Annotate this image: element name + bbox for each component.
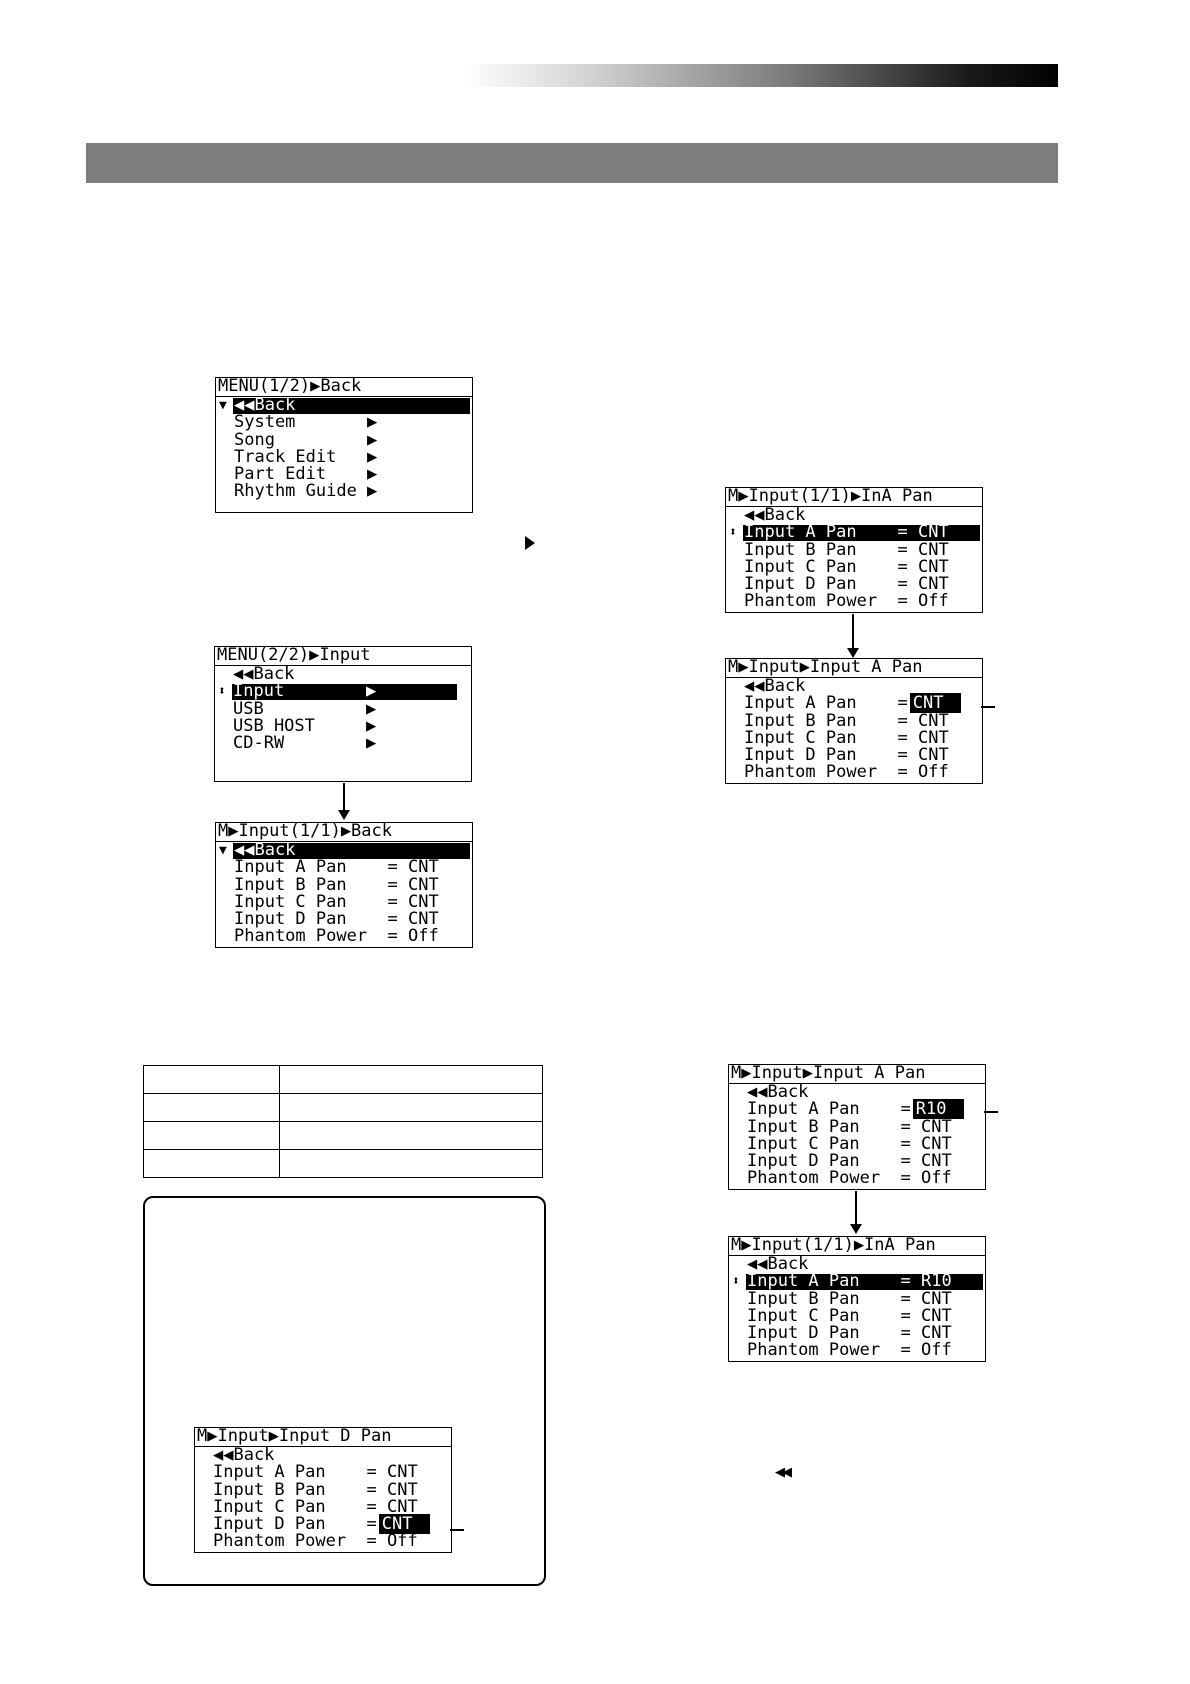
- menu-item-rhythm-guide[interactable]: Rhythm Guide ▶: [234, 481, 378, 502]
- menu-item-back[interactable]: ◀◀Back: [213, 1445, 275, 1465]
- table-row: [144, 1094, 543, 1122]
- menu-item-back[interactable]: ◀◀Back: [744, 505, 806, 525]
- param-input-d-pan[interactable]: Input D Pan = CNT: [234, 909, 439, 930]
- menu-item-cd-rw[interactable]: CD-RW ▶: [233, 733, 377, 754]
- param-phantom-power[interactable]: Phantom Power = Off: [234, 926, 439, 947]
- scroll-updown-icon: ⬍: [218, 684, 226, 700]
- param-input-c-pan[interactable]: Input C Pan = CNT: [747, 1133, 952, 1154]
- lcd-input-a-pan-edit: [725, 658, 983, 784]
- lcd-title: M▶Input(1/1)▶InA Pan: [729, 1237, 985, 1256]
- menu-item-back[interactable]: ▼ ◀◀Back: [216, 842, 472, 859]
- lcd-title: M▶Input(1/1)▶InA Pan: [726, 488, 982, 507]
- scroll-down-icon: ▼: [219, 398, 227, 413]
- pan-value-field[interactable]: CNT: [379, 1514, 431, 1534]
- table-row: [144, 1066, 543, 1094]
- callout-line: [981, 706, 995, 708]
- param-input-c-pan[interactable]: Input C Pan = CNT: [747, 1305, 952, 1326]
- section-heading-band: [86, 143, 1058, 183]
- param-input-a-pan[interactable]: ⬍ Input A Pan = R10: [729, 1273, 985, 1290]
- param-input-a-pan[interactable]: Input A Pan = CNT: [234, 857, 439, 878]
- param-input-b-pan[interactable]: Input B Pan = CNT: [213, 1479, 418, 1500]
- menu-item-input[interactable]: ⬍ Input ▶: [215, 683, 471, 700]
- scroll-updown-icon: ⬍: [729, 525, 737, 541]
- menu-item-part-edit[interactable]: Part Edit ▶: [234, 464, 378, 485]
- param-input-c-pan[interactable]: Input C Pan = CNT: [234, 891, 439, 912]
- param-input-b-pan[interactable]: Input B Pan = CNT: [747, 1116, 952, 1137]
- table-row: [144, 1150, 543, 1178]
- param-input-b-pan[interactable]: Input B Pan = CNT: [747, 1288, 952, 1309]
- menu-item-back[interactable]: ▼ ◀◀Back: [216, 397, 472, 414]
- table-row: [144, 1122, 543, 1150]
- lcd-input-menu-ina-pan-r10: [728, 1236, 986, 1362]
- parameter-table: [143, 1065, 543, 1178]
- header-gradient-bar: [462, 64, 1058, 87]
- param-input-b-pan[interactable]: Input B Pan = CNT: [234, 874, 439, 895]
- menu-item-song[interactable]: Song ▶: [234, 429, 378, 450]
- enter-arrow-icon: [525, 536, 535, 550]
- param-input-a-pan[interactable]: Input A Pan = R10: [729, 1101, 985, 1118]
- lcd-title: MENU(2/2)▶Input: [215, 647, 471, 666]
- param-phantom-power[interactable]: Phantom Power = Off: [213, 1531, 418, 1552]
- callout-line: [984, 1111, 998, 1113]
- lcd-input-menu-ina-pan: [725, 487, 983, 613]
- param-input-d-pan[interactable]: Input D Pan = CNT: [747, 1151, 952, 1172]
- menu-item-back[interactable]: ◀◀Back: [233, 664, 295, 684]
- param-phantom-power[interactable]: Phantom Power = Off: [747, 1340, 952, 1361]
- lcd-title: M▶Input▶Input A Pan: [726, 659, 982, 678]
- callout-line: [450, 1529, 464, 1531]
- pan-value-field[interactable]: CNT: [910, 693, 962, 713]
- flow-arrow-icon: [852, 614, 854, 656]
- param-input-a-pan[interactable]: ⬍ Input A Pan = CNT: [726, 524, 982, 541]
- menu-item-back[interactable]: ◀◀Back: [744, 676, 806, 696]
- param-phantom-power[interactable]: Phantom Power = Off: [744, 762, 949, 783]
- menu-item-system[interactable]: System ▶: [234, 412, 378, 433]
- param-input-d-pan[interactable]: Input D Pan = CNT: [195, 1516, 451, 1533]
- param-input-d-pan[interactable]: Input D Pan = CNT: [744, 745, 949, 766]
- lcd-menu-page-1: [215, 377, 473, 513]
- lcd-input-a-pan-r10: [728, 1064, 986, 1190]
- lcd-input-menu-back: [215, 822, 473, 948]
- menu-item-back[interactable]: ◀◀Back: [747, 1082, 809, 1102]
- menu-item-usb[interactable]: USB ▶: [233, 698, 377, 719]
- param-input-d-pan[interactable]: Input D Pan = CNT: [744, 574, 949, 595]
- pan-value-field[interactable]: R10: [913, 1099, 965, 1119]
- param-input-a-pan[interactable]: Input A Pan = CNT: [726, 695, 982, 712]
- param-phantom-power[interactable]: Phantom Power = Off: [744, 591, 949, 612]
- param-input-c-pan[interactable]: Input C Pan = CNT: [213, 1496, 418, 1517]
- menu-item-track-edit[interactable]: Track Edit ▶: [234, 446, 378, 467]
- lcd-title: MENU(1/2)▶Back: [216, 378, 472, 397]
- param-phantom-power[interactable]: Phantom Power = Off: [747, 1168, 952, 1189]
- param-input-a-pan[interactable]: Input A Pan = CNT: [213, 1462, 418, 1483]
- lcd-title: M▶Input▶Input A Pan: [729, 1065, 985, 1084]
- lcd-input-d-pan-edit: [194, 1427, 452, 1553]
- lcd-menu-page-2: [214, 646, 472, 782]
- lcd-title: M▶Input(1/1)▶Back: [216, 823, 472, 842]
- menu-item-back[interactable]: ◀◀Back: [747, 1254, 809, 1274]
- rewind-icon: ◀◀: [775, 1465, 789, 1480]
- param-input-c-pan[interactable]: Input C Pan = CNT: [744, 556, 949, 577]
- scroll-down-icon: ▼: [219, 843, 227, 858]
- param-input-b-pan[interactable]: Input B Pan = CNT: [744, 710, 949, 731]
- param-input-c-pan[interactable]: Input C Pan = CNT: [744, 727, 949, 748]
- flow-arrow-icon: [855, 1191, 857, 1232]
- lcd-title: M▶Input▶Input D Pan: [195, 1428, 451, 1447]
- param-input-d-pan[interactable]: Input D Pan = CNT: [747, 1323, 952, 1344]
- flow-arrow-icon: [343, 783, 345, 818]
- param-input-b-pan[interactable]: Input B Pan = CNT: [744, 539, 949, 560]
- menu-item-usb-host[interactable]: USB HOST ▶: [233, 715, 377, 736]
- scroll-updown-icon: ⬍: [732, 1274, 740, 1290]
